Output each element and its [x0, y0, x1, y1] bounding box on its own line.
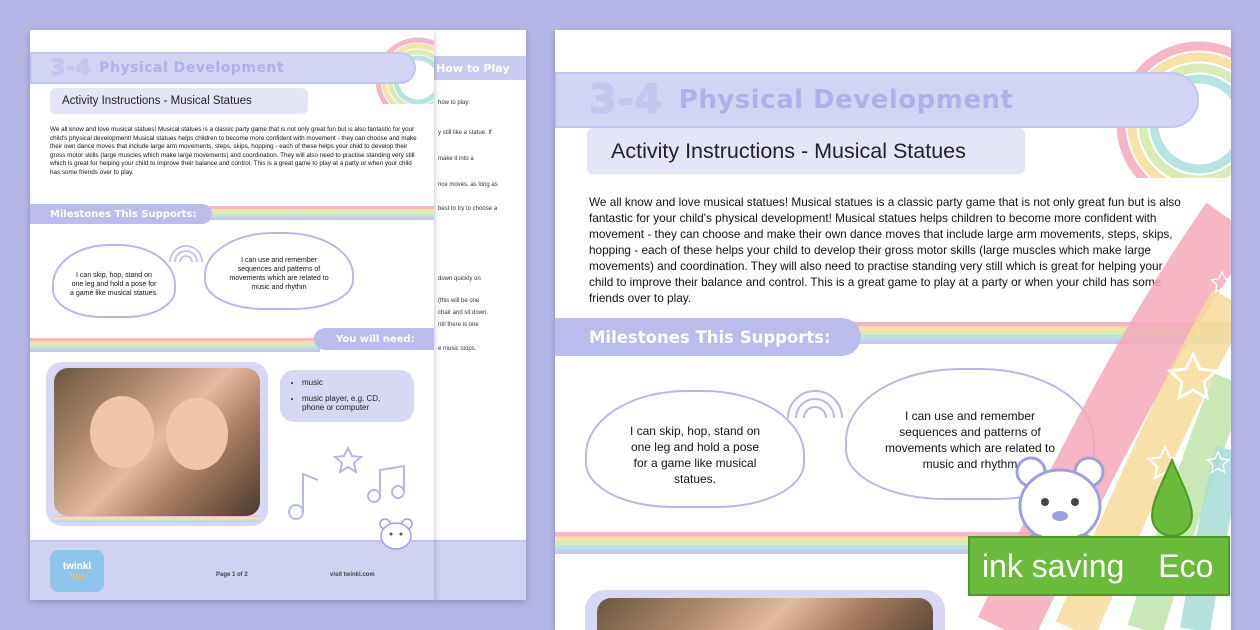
back-line: (this will be one: [438, 298, 480, 304]
back-line: nce moves, as long as: [438, 182, 498, 188]
back-page: [434, 30, 526, 600]
title-text: Physical Development: [99, 60, 285, 76]
site-url: visit twinkl.com: [330, 572, 375, 578]
ink-saving-badge: [968, 536, 1230, 596]
title-number: 3-4: [589, 77, 663, 123]
eco-label: Eco: [1158, 547, 1214, 584]
logo-subtext: Tots: [68, 572, 86, 581]
bear-icon: [376, 516, 416, 552]
child-face: [166, 398, 228, 470]
page-subtitle: Activity Instructions - Musical Statues: [50, 88, 308, 114]
title-text: Physical Development: [678, 85, 1014, 115]
milestone-cloud: I can use and remember sequences and patterns of movements which are related to music and rhythm: [204, 232, 354, 310]
small-rainbow-icon: [168, 240, 204, 262]
back-line: ntil there is one: [438, 322, 479, 328]
front-page: [30, 30, 434, 600]
page-title: [30, 52, 416, 84]
back-page-heading: How to Play: [434, 56, 526, 80]
milestone-cloud: I can use and remember sequences and patterns of movements which are related to music and rhythm: [845, 368, 1095, 500]
back-line: chair and sit down.: [438, 310, 489, 316]
back-line: best to try to choose a: [438, 206, 498, 212]
page-number: Page 1 of 2: [216, 572, 248, 578]
page-subtitle: Activity Instructions - Musical Statues: [587, 128, 1025, 174]
rainbow-stripes: [555, 532, 1035, 554]
leaf-drop-icon: [1150, 458, 1194, 538]
music-notes-icon: [282, 434, 412, 524]
star-icon: [1165, 350, 1221, 406]
milestone-cloud: I can skip, hop, stand on one leg and hold a pose for a game like musical statues.: [585, 390, 805, 508]
back-footer: [434, 540, 526, 600]
page-title: [555, 72, 1199, 128]
back-line: y still like a statue. If: [438, 130, 492, 136]
children-photo: [54, 368, 260, 516]
logo-text: twinkl: [62, 561, 92, 572]
needs-item: • music: [302, 378, 402, 387]
intro-paragraph: We all know and love musical statues! Musical statues is a classic party game that is not only great fun but is also fantastic for your child's physical development! Musical statues helps children to become more confident with movement - they can choose and make their own dance moves that include large arm movements, steps, skips, hopping - each of these helps your child to develop their gross motor skills (large muscles which make large movements) and coordination. They will also need to practise standing very still which is great for helping your child to improve their balance and control. This is a great game to play at a party or when your child has some friends over to play.: [50, 126, 417, 176]
milestones-heading: Milestones This Supports:: [30, 204, 212, 224]
back-line: make it into a: [438, 156, 474, 162]
needs-item: • music player, e.g. CD, phone or computer: [302, 394, 402, 412]
child-face: [90, 396, 154, 468]
children-photo: [597, 598, 933, 630]
rainbow-stripes: [54, 516, 260, 522]
milestones-heading: Milestones This Supports:: [555, 318, 861, 356]
rainbow-stripes: [30, 338, 320, 352]
needs-list: [280, 370, 414, 422]
back-line: e music stops.: [438, 346, 477, 352]
back-line: how to play:: [438, 100, 471, 106]
back-line: down quickly on: [438, 276, 481, 282]
page-footer: [30, 540, 434, 600]
ink-saving-label: ink saving: [982, 547, 1125, 584]
milestone-cloud: I can skip, hop, stand on one leg and hold a pose for a game like musical statues.: [52, 244, 176, 318]
needs-heading: You will need:: [314, 328, 434, 350]
rainbow-stripes: [202, 206, 434, 220]
twinkl-logo: [50, 550, 104, 592]
title-number: 3-4: [50, 55, 92, 81]
intro-paragraph: We all know and love musical statues! Musical statues is a classic party game that is not only great fun but is also fantastic for your child's physical development! Musical statues helps children to become more confident with movement - they can choose and make their own dance moves that include large arm movements, steps, skips, hopping - each of these helps your child to develop their gross motor skills (large muscles which make large movements) and coordination. They will also need to practise standing very still which is great for helping your child to improve their balance and control. This is a great game to play at a party or when your child has some friends over to play.: [589, 195, 1181, 305]
star-icon: [1205, 450, 1231, 476]
small-rainbow-icon: [785, 380, 845, 418]
star-icon: [1209, 270, 1231, 296]
